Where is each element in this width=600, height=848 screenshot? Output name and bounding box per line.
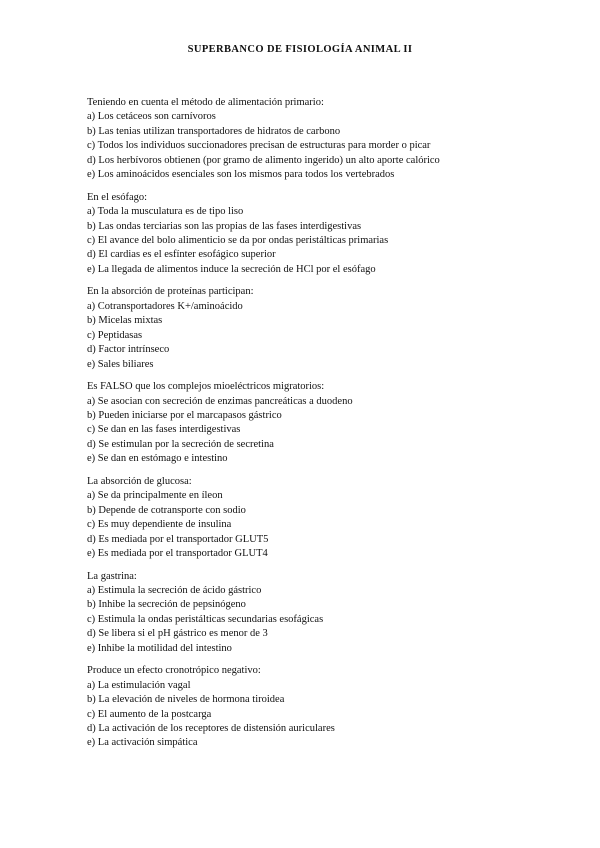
question-stem: La gastrina: (87, 570, 137, 582)
option-d: d) Es mediada por el transportador GLUT5 (87, 533, 269, 545)
option-e: e) Se dan en estómago e intestino (87, 453, 228, 465)
option-d: d) El cardias es el esfínter esofágico superior (87, 249, 276, 261)
option-b: b) Las ondas terciarias son las propias de las fases interdigestivas (87, 220, 362, 232)
question-5 (87, 475, 567, 561)
option-e: e) La activación simpática (87, 737, 198, 749)
option-list (87, 489, 567, 561)
option-d: d) Factor intrínseco (87, 344, 170, 356)
option-list (87, 584, 567, 656)
option-c: c) El avance del bolo alimenticio se da por ondas peristálticas primarias (87, 234, 389, 246)
question-2 (87, 191, 567, 277)
option-c: c) El aumento de la postcarga (87, 708, 212, 720)
option-e: e) Es mediada por el transportador GLUT4 (87, 547, 268, 559)
option-c: c) Se dan en las fases interdigestivas (87, 424, 241, 436)
option-a: a) Se asocian con secreción de enzimas pancreáticas a duodeno (87, 395, 353, 407)
question-1 (87, 96, 567, 182)
option-c: c) Es muy dependiente de insulina (87, 519, 232, 531)
option-b: b) La elevación de niveles de hormona tiroidea (87, 694, 285, 706)
option-d: d) Se estimulan por la secreción de secretina (87, 438, 274, 450)
option-c: c) Estimula la ondas peristálticas secundarias esofágicas (87, 613, 324, 625)
option-list (87, 395, 567, 467)
option-b: b) Las tenias utilizan transportadores de hidratos de carbono (87, 125, 341, 137)
question-stem: Produce un efecto cronotrópico negativo: (87, 665, 261, 677)
option-c: c) Peptidasas (87, 329, 143, 341)
option-d: d) Se libera si el pH gástrico es menor de 3 (87, 628, 268, 640)
option-e: e) La llegada de alimentos induce la secreción de HCl por el esófago (87, 263, 376, 275)
option-a: a) La estimulación vagal (87, 679, 191, 691)
option-c: c) Todos los individuos succionadores precisan de estructuras para morder o picar (87, 140, 431, 152)
question-7 (87, 664, 567, 750)
option-b: b) Micelas mixtas (87, 315, 163, 327)
question-4 (87, 380, 567, 466)
question-stem: En el esófago: (87, 191, 148, 203)
option-a: a) Estimula la secreción de ácido gástrico (87, 585, 262, 597)
question-stem: La absorción de glucosa: (87, 475, 192, 487)
option-b: b) Inhibe la secreción de pepsinógeno (87, 599, 246, 611)
option-b: b) Depende de cotransporte con sodio (87, 504, 246, 516)
option-e: e) Los aminoácidos esenciales son los mismos para todos los vertebrados (87, 169, 395, 181)
question-stem: Es FALSO que los complejos mioeléctricos migratorios: (87, 381, 325, 393)
option-e: e) Sales biliares (87, 358, 154, 370)
option-a: a) Los cetáceos son carnívoros (87, 111, 216, 123)
option-list (87, 205, 567, 277)
option-b: b) Pueden iniciarse por el marcapasos gástrico (87, 410, 282, 422)
option-a: a) Se da principalmente en íleon (87, 490, 223, 502)
option-e: e) Inhibe la motilidad del intestino (87, 642, 232, 654)
option-a: a) Toda la musculatura es de tipo liso (87, 206, 244, 218)
question-6 (87, 570, 567, 656)
option-d: d) La activación de los receptores de distensión auriculares (87, 723, 335, 735)
document-title: SUPERBANCO DE FISIOLOGÍA ANIMAL II (187, 44, 413, 55)
question-3 (87, 285, 567, 371)
option-d: d) Los herbívoros obtienen (por gramo de alimento ingerido) un alto aporte calórico (87, 154, 440, 166)
option-list (87, 679, 567, 751)
question-stem: Teniendo en cuenta el método de alimentación primario: (87, 97, 324, 108)
option-a: a) Cotransportadores K+/aminoácido (87, 300, 243, 312)
option-list (87, 110, 567, 182)
question-stem: En la absorción de proteínas participan: (87, 286, 254, 298)
question-list (87, 96, 567, 759)
option-list (87, 300, 567, 372)
